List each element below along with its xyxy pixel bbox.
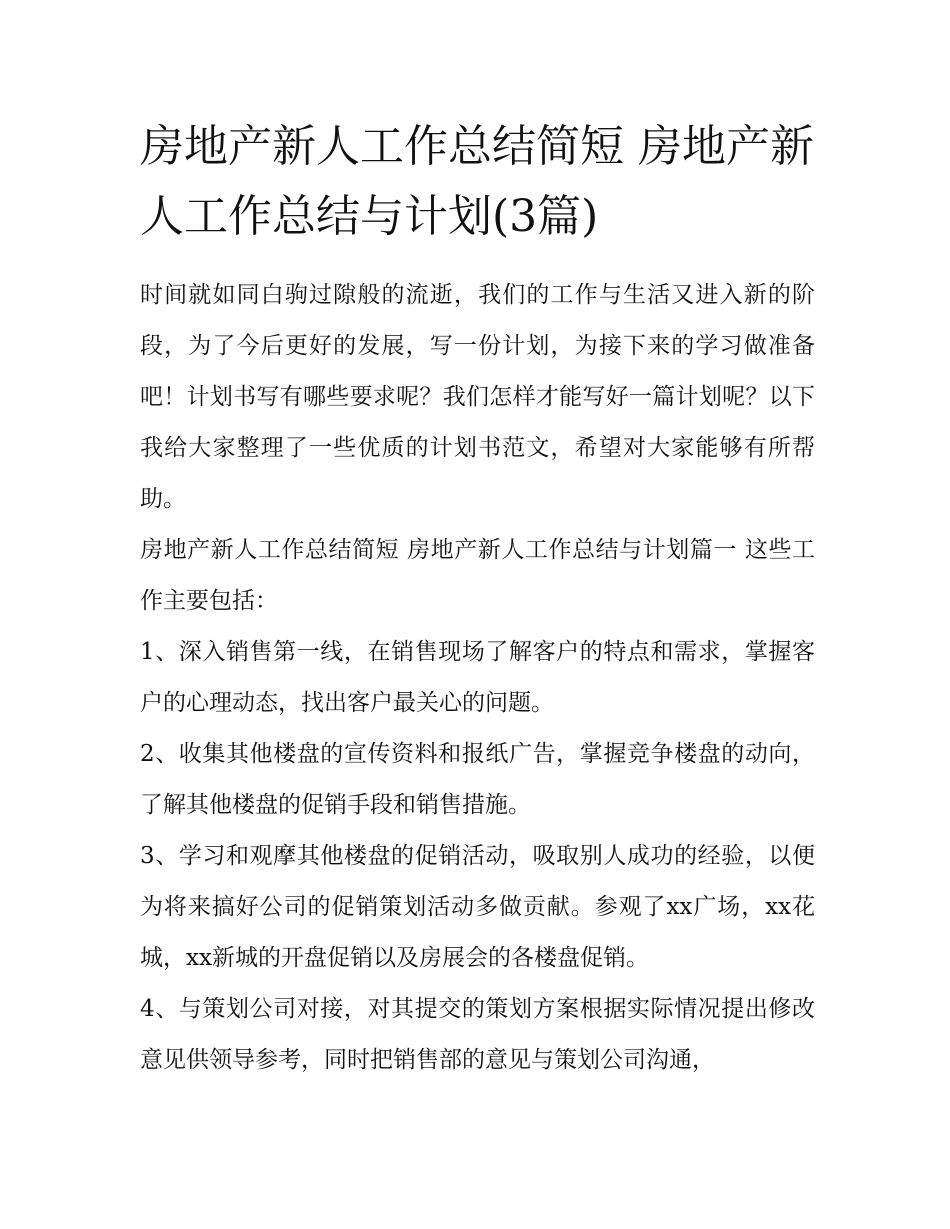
list-item-4: 4、与策划公司对接，对其提交的策划方案根据实际情况提出修改意见供领导参考，同时把销售部的意见与策划公司沟通， [140,996,815,1073]
list-item-2: 2、收集其他楼盘的宣传资料和报纸广告，掌握竞争楼盘的动向，了解其他楼盘的促销手段和销售措施。 [140,741,815,818]
document-body [140,112,815,1086]
list-item-3: 3、学习和观摩其他楼盘的促销活动，吸取别人成功的经验，以便为将来搞好公司的促销策划活动多做贡献。参观了xx广场，xx花城，xx新城的开盘促销以及房展会的各楼盘促销。 [140,843,815,971]
section-heading-paragraph: 房地产新人工作总结简短 房地产新人工作总结与计划篇一 这些工作主要包括： [140,537,815,614]
list-item-1: 1、深入销售第一线，在销售现场了解客户的特点和需求，掌握客户的心理动态，找出客户最关心的问题。 [140,639,815,716]
intro-paragraph: 时间就如同白驹过隙般的流逝，我们的工作与生活又进入新的阶段，为了今后更好的发展，写一份计划，为接下来的学习做准备吧！计划书写有哪些要求呢？我们怎样才能写好一篇计划呢？以下我给大家整理了一些优质的计划书范文，希望对大家能够有所帮助。 [140,282,815,512]
document-title: 房地产新人工作总结简短 房地产新人工作总结与计划(3篇) [140,121,814,242]
